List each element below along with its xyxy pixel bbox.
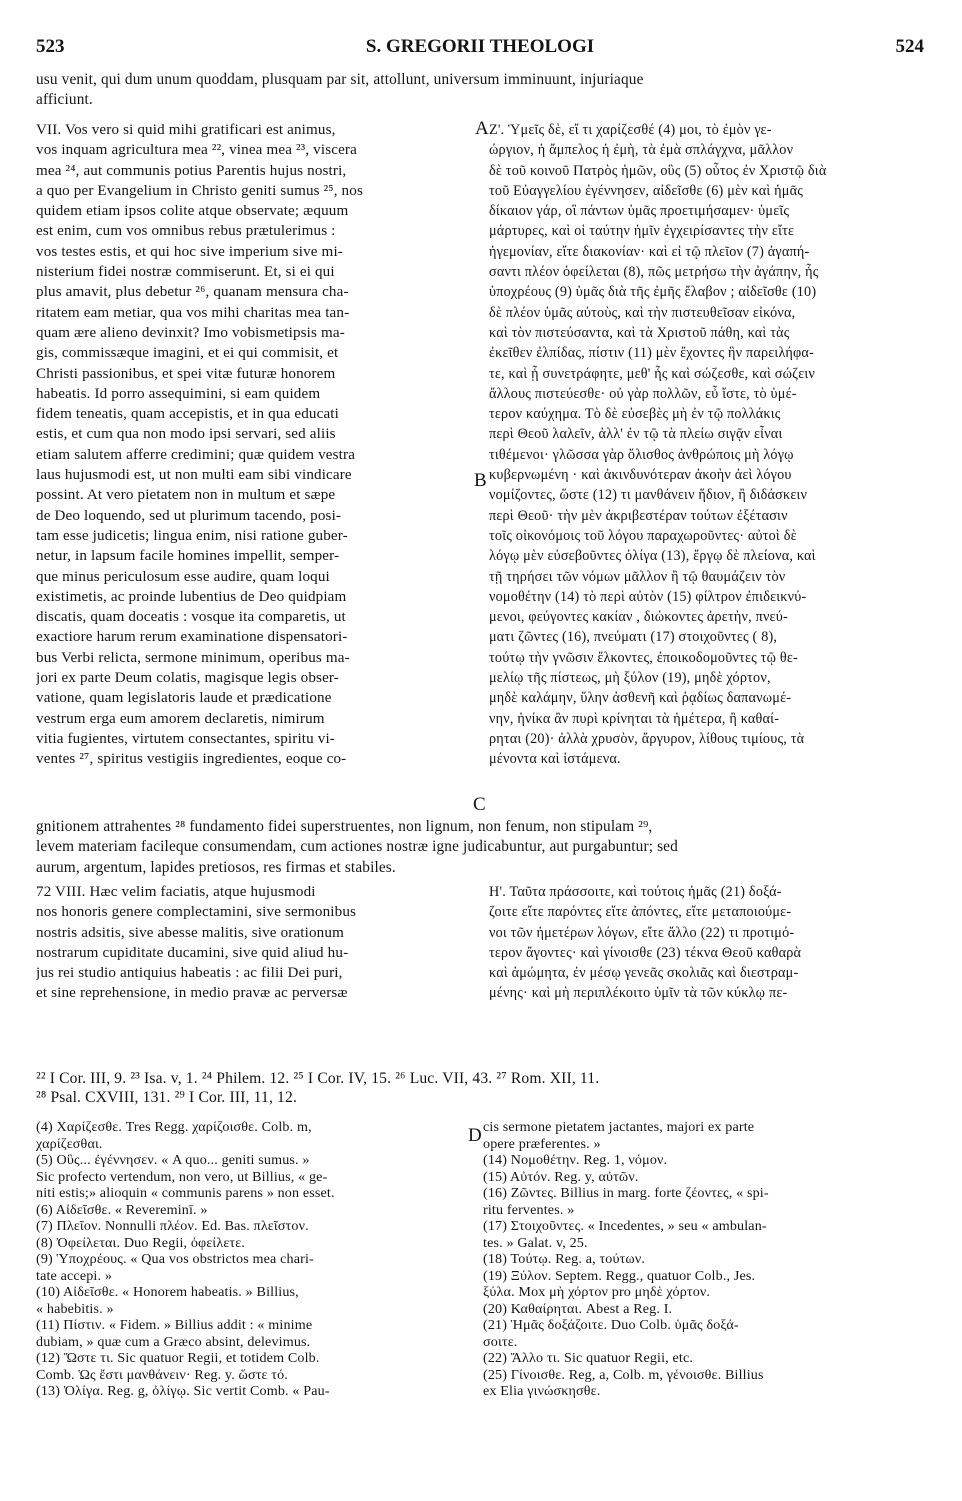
footnote-reference-line: ²⁸ Psal. CXVIII, 131. ²⁹ I Cor. III, 11, 12. [36,1089,297,1106]
latin-line: laus hujusmodi est, ut non multi eam sibi vindicare [36,467,352,484]
latin-line: mea ²⁴, aut communis potius Parentis hujus nostri, [36,162,347,179]
latin-line: exactiore harum rerum examinatione dispensatori- [36,629,348,646]
note-line: (18) Τούτῳ. Reg. a, τούτων. [483,1251,646,1267]
footnote-reference-line: ²² I Cor. III, 9. ²³ Isa. v, 1. ²⁴ Philem. 12. ²⁵ I Cor. IV, 15. ²⁶ Luc. VII, 43. ²⁷ Rom. XII, 11. [36,1070,600,1087]
greek-line: μηδὲ καλάμην, ὕλην ἀσθενῆ καὶ ῥᾳδίως δαπανωμέ- [489,690,792,707]
latin-column-section-8 [36,882,476,1004]
greek-line: τερον καύχημα. Τὸ δὲ εὐσεβὲς μὴ ἐν τῷ πολλάκις [489,406,781,423]
greek-line: τοῦ Εὐαγγελίου ἐγέννησεν, αἰδεῖσθε (6) μὲν καὶ ἡμᾶς [489,182,804,199]
latin-line: que minus periculosum esse audire, quam loqui [36,568,330,585]
greek-line: ὑποχρέους (9) ὑμᾶς διὰ τῆς ἐμῆς ἔλαβον ; αἰδεῖσθε (10) [489,284,817,301]
note-line: (13) Ὀλίγα. Reg. g, ὀλίγῳ. Sic vertit Comb. « Pau- [36,1383,330,1399]
latin-line: vos inquam agricultura mea ²², vinea mea ²³, viscera [36,142,357,159]
greek-line: λόγῳ μὲν εὐσεβοῦντες ὀλίγα (13), ἔργῳ δὲ πλείονα, καὶ [489,548,816,565]
note-line: (10) Αἰδεῖσθε. « Honorem habeatis. » Billius, [36,1284,299,1300]
greek-line: μελίῳ τῆς πίστεως, μὴ ξύλον (19), μηδὲ χόρτον, [489,670,771,687]
latin-line: VII. Vos vero si quid mihi gratificari est animus, [36,122,336,138]
latin-line: a quo per Evangelium in Christo geniti sumus ²⁵, nos [36,182,363,199]
greek-line: κυβερνωμένη · καὶ ἀκινδυνότεραν ἀκοὴν ἀεὶ λόγου [489,467,792,484]
note-line: (15) Αὐτόν. Reg. y, αὐτῶν. [483,1168,639,1185]
latin-line: vatione, quam legislatoris laude et prædicatione [36,690,332,707]
greek-line: περὶ Θεοῦ· τὴν μὲν ἀκριβεστέραν τούτων ἐξέτασιν [489,507,788,524]
latin-line: ventes ²⁷, spiritus vestigiis ingredientes, eoque co- [36,751,347,768]
scripture-references [36,1069,926,1107]
text-line: gnitionem attrahentes ²⁸ fundamento fidei superstruentes, non lignum, non fenum, non stipulam ²⁹, [36,818,653,835]
text-line: afficiunt. [36,91,93,109]
latin-line: vestrum erga eum amorem declaretis, nimirum [36,710,325,727]
margin-marker-a: A [475,118,489,139]
latin-line: jus rei studio antiquius habeatis : ac filii Dei puri, [36,965,343,982]
greek-line: καὶ ἀμώμητα, ἐν μέσῳ γενεᾶς σκολιᾶς καὶ διεστραμ- [489,965,799,982]
latin-line: vos testes estis, et qui hoc sive imperium sive mi- [36,243,343,260]
latin-line: tam esse judicetis; lingua enim, nisi ratione guber- [36,527,348,544]
greek-line: μάρτυρες, καὶ οἱ ταύτην ἡμῖν ἐγχειρίσαντες τὴν εἴτε [489,223,795,240]
latin-line: est enim, cum vos omnibus rebus prætulerimus : [36,223,336,240]
note-line: (21) Ἡμᾶς δοξάζοιτε. Duo Colb. ὑμᾶς δοξά- [483,1317,739,1333]
latin-line: de Deo loquendo, sed ut plurimum tacendo, posi- [36,507,342,524]
note-line: (19) Ξύλον. Septem. Regg., quatuor Colb., Jes. [483,1267,756,1284]
greek-line: δὲ τοῦ κοινοῦ Πατρὸς ἡμῶν, οὓς (5) οὗτος ἐν Χριστῷ διὰ [489,162,827,179]
note-line: χαρίζεσθαι. [36,1135,103,1152]
greek-line: νομίζοντες, ὥστε (12) τι μανθάνειν ἥδιον, ἢ διδάσκειν [489,487,808,504]
critical-notes-right [483,1119,927,1400]
note-line: (22) Ἄλλο τι. Sic quatuor Regii, etc. [483,1350,694,1366]
note-line: « habebitis. » [36,1300,114,1317]
note-line: (12) Ὥστε τι. Sic quatuor Regii, et totidem Colb. [36,1350,320,1366]
latin-column [36,120,476,770]
note-line: (20) Καθαίρηται. Abest a Reg. I. [483,1300,673,1317]
note-line: opere præferentes. » [483,1135,601,1152]
latin-line: nisterium fidei nostræ commiserunt. Et, si ei qui [36,264,335,281]
latin-line: netur, in lapsum facile homines impellit, semper- [36,548,340,565]
latin-line: 72 VIII. Hæc velim faciatis, atque hujusmodi [36,884,316,900]
margin-marker-b: B [474,470,487,491]
greek-line: ματι ζῶντες (16), πνεύματι (17) στοιχοῦντες ( 8), [489,629,778,646]
page-number-left: 523 [36,36,65,57]
note-line: (8) Ὀφείλεται. Duo Regii, ὀφείλετε. [36,1234,245,1251]
latin-line: estis, et cum qua non modo ipsi servari, sed aliis [36,426,336,443]
greek-line: σαντι πλέον ὀφείλεται (8), πῶς μετρήσω τὴν ἀγάπην, ἧς [489,264,819,281]
latin-line: possint. At vero pietatem non in multum et sæpe [36,487,336,504]
note-line: ex Elia γινώσκησθε. [483,1383,601,1399]
latin-line: gis, commissæque imagini, et ei qui commisit, et [36,345,339,362]
greek-line: νομοθέτην (14) τὸ περὶ αὐτὸν (15) φίλτρον ἐπιδεικνύ- [489,588,807,605]
latin-line: Christi passionibus, et spei vitæ futuræ honorem [36,365,336,382]
greek-line: τιθέμενοι· γλῶσσα γὰρ ὄλισθος ἀνθρώποις μὴ λόγῳ [489,446,794,463]
greek-line: νην, ἡνίκα ἂν πυρὶ κρίνηται τὰ ἡμέτερα, ἢ καθαί- [489,710,780,727]
greek-line: τε, καὶ ᾗ συνετράφητε, μεθ' ἧς καὶ σώζεσθε, καὶ σώζειν [489,365,816,382]
latin-line: nostris adsitis, sive abesse malitis, sive orationum [36,924,344,941]
greek-line: τούτῳ τὴν γνῶσιν ἕλκοντες, ἐποικοδομοῦντες τῷ θε- [489,649,798,666]
margin-marker-d: D [468,1125,482,1146]
note-line: Sic profecto vertendum, non vero, ut Billius, « ge- [36,1168,328,1185]
latin-line: nostrarum cupiditate ducamini, sive quid aliud hu- [36,944,349,961]
note-line: (5) Οὓς... ἐγέννησεν. « A quo... geniti sumus. » [36,1152,310,1168]
note-line: (4) Χαρίζεσθε. Tres Regg. χαρίζοισθε. Colb. m, [36,1119,312,1135]
running-header [36,36,924,62]
note-line: (7) Πλεῖον. Nonnulli πλέον. Ed. Bas. πλεῖστον. [36,1218,309,1234]
note-line: (25) Γίνοισθε. Reg, a, Colb. m, γένοισθε. Billius [483,1366,764,1383]
greek-line: ἄλλους πιστεύεσθε· οὐ γὰρ πολλῶν, εὖ ἴστε, τὸ ὑμέ- [489,385,797,402]
note-line: tate accepi. » [36,1267,113,1284]
note-line: (9) Ὑποχρέους. « Qua vos obstrictos mea chari- [36,1251,314,1267]
greek-line: ἡγεμονίαν, εἴτε διακονίαν· καὶ εἰ τῷ πλεῖον (7) ἀγαπή- [489,243,810,260]
full-width-paragraph [36,817,926,878]
greek-line: μένης· καὶ μὴ περιπλέκοιτο ὑμῖν τὰ τῶν κύκλῳ πε- [489,985,788,1002]
greek-line: περὶ Θεοῦ λαλεῖν, ἀλλ' ἐν τῷ τὰ πλείω σιγᾷν εἶναι [489,426,783,443]
text-line: aurum, argentum, lapides pretiosos, res firmas et stabiles. [36,858,396,876]
latin-line: vitia fugientes, virtutem consectantes, spiritu vi- [36,730,335,747]
greek-line: μένοντα καὶ ἱστάμενα. [489,751,621,768]
greek-line: δίκαιον γάρ, οἳ πάντων ὑμᾶς προετιμήσαμεν· ὑμεῖς [489,203,790,220]
note-line: ritu ferventes. » [483,1201,575,1218]
note-line: σοιτε. [483,1333,518,1350]
running-title: S. GREGORII THEOLOGI [365,36,595,57]
greek-line: ζοιτε εἴτε παρόντες εἴτε ἀπόντες, εἴτε μεταποιούμε- [489,904,792,921]
greek-line: τερον ἄγοντες· καὶ γίνοισθε (23) τέκνα Θεοῦ καθαρὰ [489,944,802,961]
page-number-right: 524 [895,36,924,57]
greek-line: δὲ πλέον ὑμᾶς αὐτοὺς, καὶ τὴν πιστευθεῖσαν εἰκόνα, [489,304,796,321]
critical-notes-left [36,1119,472,1400]
opening-paragraph [36,70,926,111]
greek-column [489,120,927,770]
greek-line: Η'. Ταῦτα πράσσοιτε, καὶ τούτοις ἡμᾶς (21) δοξά- [489,884,782,900]
latin-line: plus amavit, plus debetur ²⁶, quanam mensura cha- [36,284,349,301]
text-line: usu venit, qui dum unum quoddam, plusquam par sit, attollunt, universum imminuunt, injuriaque [36,71,644,88]
note-line: (16) Ζῶντες. Billius in marg. forte ζέοντες, « spi- [483,1185,769,1201]
latin-line: discatis, quam doceatis : vosque ita comparetis, ut [36,609,346,626]
greek-line: καὶ τὸν πιστεύσαντα, καὶ τὰ Χριστοῦ πάθη, καὶ τὰς [489,324,790,341]
latin-line: nos honoris genere complectamini, sive sermonibus [36,904,357,921]
note-line: cis sermone pietatem jactantes, majori ex parte [483,1119,755,1135]
note-line: ξύλα. Mox μὴ χόρτον pro μηδὲ χόρτον. [483,1284,711,1300]
greek-column-section-8 [489,882,927,1004]
latin-line: existimetis, ac proinde lubentius de Deo quidpiam [36,588,347,605]
latin-line: fidem teneatis, quam accepistis, et in qua educati [36,406,339,423]
note-line: Comb. Ὡς ἔστι μανθάνειν· Reg. y. ὥστε τό. [36,1366,288,1383]
latin-line: quidem etiam ipsos colite atque observate; æquum [36,203,349,220]
latin-line: quam ære alieno devinxit? Imo vobismetipsis ma- [36,324,345,341]
note-line: (14) Νομοθέτην. Reg. 1, νόμον. [483,1152,668,1168]
note-line: niti estis;» alioquin « communis parens » non esset. [36,1185,335,1201]
margin-marker-c: C [473,794,486,815]
greek-line: Ζ'. Ὑμεῖς δὲ, εἴ τι χαρίζεσθέ (4) μοι, τὸ ἐμὸν γε- [489,122,772,138]
latin-line: jori ex parte Deum colatis, magisque legis obser- [36,670,339,687]
text-line: levem materiam facileque consumendam, cum actiones nostræ igne judicabuntur, aut purgabuntur; sed [36,838,678,856]
greek-line: ρηται (20)· ἀλλὰ χρυσὸν, ἄργυρον, λίθους τιμίους, τὰ [489,730,805,747]
note-line: dubiam, » quæ cum a Græco absint, delevimus. [36,1333,311,1350]
note-line: (6) Αἰδεῖσθε. « Revereminī. » [36,1201,208,1218]
greek-line: μενοι, φεύγοντες κακίαν , διώκοντες ἀρετὴν, πνεύ- [489,609,788,626]
greek-line: τῇ τηρήσει τῶν νόμων μᾶλλον ἢ τῷ θαυμάζειν τὸν [489,568,786,585]
latin-line: ritatem eam metiar, qua vos mihi charitas mea tan- [36,304,350,321]
greek-line: ἐκεῖθεν ἐλπίδας, πίστιν (11) μὲν ἔχοντες ἣν παρειλήφα- [489,345,814,362]
greek-line: νοι τῶν ἡμετέρων λόγων, εἴτε ἄλλο (22) τι προτιμό- [489,924,795,941]
latin-line: bus Verbi relicta, sermone minimum, operibus ma- [36,649,350,666]
latin-line: et sine reprehensione, in medio pravæ ac perversæ [36,985,348,1002]
note-line: (11) Πίστιν. « Fidem. » Billius addit : « minime [36,1317,313,1333]
greek-line: ώργιον, ἡ ἄμπελος ἡ ἐμὴ, τὰ ἐμὰ σπλάγχνα, μᾶλλον [489,142,794,159]
greek-line: τοῖς οἰκονόμοις τοῦ λόγου παραχωροῦντες· αὐτοὶ δὲ [489,527,797,544]
note-line: tes. » Galat. v, 25. [483,1234,588,1251]
note-line: (17) Στοιχοῦντες. « Incedentes, » seu « ambulan- [483,1218,767,1234]
latin-line: habeatis. Id porro assequimini, si eam quidem [36,385,321,402]
latin-line: etiam salutem afferre credimini; quæ quidem vestra [36,446,356,463]
